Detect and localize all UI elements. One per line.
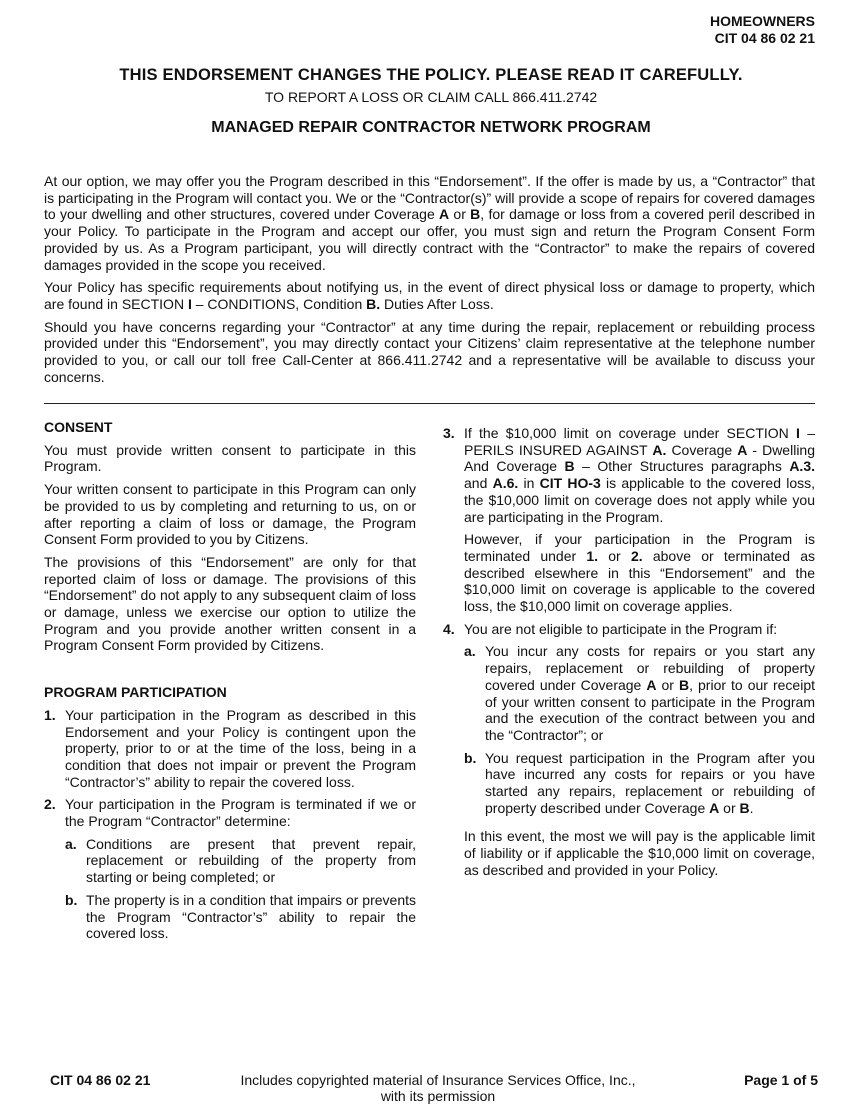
intro-paragraph xyxy=(44,173,815,273)
item-row xyxy=(44,707,416,791)
bold-term: CIT HO-3 xyxy=(539,475,601,492)
document-title: MANAGED REPAIR CONTRACTOR NETWORK PROGRAM xyxy=(211,119,651,136)
intro-paragraph xyxy=(44,279,815,312)
text-run: , for damage or loss from a covered peril described in your Policy. To participate in the Program and accept our offer, you must sign and return the Program Consent Form provided by us. As a Program participant, you will directly contract with the “Contractor” to make the repairs of covered damages provided in the scope you received. xyxy=(44,206,815,273)
bold-term: A xyxy=(439,206,450,223)
item-row xyxy=(443,621,815,823)
text-run: – CONDITIONS, Condition xyxy=(191,295,367,312)
item-body xyxy=(464,621,815,823)
text-run: is applicable to the covered loss, the $10,000 limit on coverage does not apply while you are participating in the Program. xyxy=(464,475,815,525)
text-run: Duties After Loss. xyxy=(380,295,494,312)
sub-item-letter: a. xyxy=(65,835,77,852)
form-number: CIT 04 86 02 21 xyxy=(714,30,815,46)
text-run: or xyxy=(719,799,740,816)
text-run: – PERILS INSURED AGAINST xyxy=(464,425,815,458)
bold-term: B xyxy=(678,676,690,693)
text-run: Should you have concerns regarding your “Contractor” at any time during the repair, replacement or rebuilding process provided under this “Endorsement”, you may directly contact your Citizens’ claim representative at the telephone number provided to you, or call our toll free Call-Center at 866.411.2742 and a representative will be available to discuss your concerns. xyxy=(44,318,815,385)
sub-item-letter: a. xyxy=(464,643,476,660)
section-divider xyxy=(44,403,815,404)
bold-term: A.6. xyxy=(492,475,519,492)
endorsement-notice: THIS ENDORSEMENT CHANGES THE POLICY. PLEASE READ IT CAREFULLY. xyxy=(119,66,743,84)
sub-item-body xyxy=(86,892,416,942)
bold-term: A xyxy=(709,799,720,816)
item-continuation xyxy=(464,828,815,878)
text-run: You incur any costs for repairs or you start any repairs, replacement or rebuilding of property covered under Coverage xyxy=(485,643,815,693)
text-run: – Other Structures paragraphs xyxy=(574,458,790,475)
item-row xyxy=(44,796,416,948)
sub-item xyxy=(65,836,416,886)
text-run: Your participation in the Program as described in this Endorsement and your Policy is contingent upon the property, prior to or at the time of the loss, being in a condition that does not impair or prevent the Program “Contractor’s” ability to repair the covered loss. xyxy=(65,706,416,790)
right-column xyxy=(443,425,815,885)
text-run: . xyxy=(749,799,754,816)
sub-item-letter: b. xyxy=(65,891,78,908)
text-run: and xyxy=(464,475,493,492)
text-run: You request participation in the Program after you have incurred any costs for repairs or you have started any repairs, replacement or rebuilding of property described under Coverage xyxy=(485,749,815,816)
item-body xyxy=(464,425,815,525)
consent-paragraph xyxy=(44,554,416,654)
item-continuation xyxy=(464,531,815,615)
participation-item xyxy=(44,796,416,948)
text-run: Your participation in the Program is terminated if we or the Program “Contractor” determine: xyxy=(65,796,416,830)
text-run: At our option, we may offer you the Program described in this “Endorsement”. If the offer is made by us, a “Contractor” that is participating in the Program will contact you. We or the “Contractor(s)” will provide a scope of repairs for covered damages to your dwelling and other structures, covered under Coverage xyxy=(44,173,815,223)
form-header xyxy=(710,13,815,47)
item-number: 4. xyxy=(443,620,455,637)
item-body xyxy=(65,796,416,948)
item-number: 1. xyxy=(44,706,56,723)
text-run: You are not eligible to participate in the Program if: xyxy=(464,620,778,637)
consent-heading: CONSENT xyxy=(44,419,113,435)
sub-item xyxy=(464,750,815,817)
bold-term: B. xyxy=(366,295,381,312)
text-run: in xyxy=(518,475,540,492)
consent-paragraph xyxy=(44,481,416,548)
text-run: Coverage xyxy=(666,441,738,458)
text-run: or xyxy=(598,547,631,564)
text-run: above or terminated as described elsewhere in this “Endorsement” and the $10,000 limit on coverage is applicable to the covered loss, the $10,000 limit on coverage applies. xyxy=(464,547,815,615)
text-run: , prior to our receipt of your written consent to participate in the Program and the execution of the contract between you and the “Contractor”; or xyxy=(485,676,815,743)
text-run: The property is in a condition that impairs or prevents the Program “Contractor’s” ability to repair the covered loss. xyxy=(86,891,416,942)
text-run: If the $10,000 limit on coverage under SECTION xyxy=(464,425,797,441)
bold-term: A.3. xyxy=(789,458,815,475)
copyright-line-2: with its permission xyxy=(380,1088,496,1104)
item-number: 2. xyxy=(44,796,56,813)
form-type: HOMEOWNERS xyxy=(710,13,815,29)
consent-paragraph xyxy=(44,442,416,475)
sub-item-body xyxy=(485,643,815,743)
intro-paragraph xyxy=(44,319,815,386)
bold-term: A xyxy=(737,441,748,458)
text-run: Your Policy has specific requirements about notifying us, in the event of direct physical loss or damage to property, which are found in SECTION xyxy=(44,279,815,312)
copyright-line-1: Includes copyrighted material of Insurance Services Office, Inc., xyxy=(240,1072,636,1088)
page-number: Page 1 of 5 xyxy=(744,1072,818,1088)
participation-item xyxy=(443,621,815,879)
text-run: - Dwelling And Coverage xyxy=(464,441,816,475)
text-run: In this event, the most we will pay is the applicable limit of liability or if applicable the $10,000 limit on coverage, as described and provided in your Policy. xyxy=(464,828,815,878)
text-run: Conditions are present that prevent repair, replacement or rebuilding of the property from starting or being completed; or xyxy=(86,835,416,886)
participation-heading: PROGRAM PARTICIPATION xyxy=(44,684,227,701)
text-run: However, if your participation in the Program is terminated under xyxy=(464,531,815,564)
bold-term: 2. xyxy=(630,547,643,564)
text-run: You must provide written consent to participate in this Program. xyxy=(44,441,416,475)
text-run: Your written consent to participate in this Program can only be provided to us by completing and returning to us, on or after reporting a claim of loss or damage, the Program Consent Form provided to you by Citizens. xyxy=(44,481,416,548)
sub-item-letter: b. xyxy=(464,749,477,766)
bold-term: I xyxy=(796,425,800,441)
bold-term: B xyxy=(470,206,481,223)
bold-term: I xyxy=(187,295,192,312)
bold-term: A xyxy=(646,676,657,693)
sub-item xyxy=(65,892,416,942)
sub-item-body xyxy=(86,836,416,886)
sub-item xyxy=(464,643,815,743)
bold-term: B xyxy=(739,799,750,816)
participation-item xyxy=(443,425,815,615)
text-run: or xyxy=(656,676,679,693)
bold-term: B xyxy=(564,458,575,475)
bold-term: 1. xyxy=(586,547,599,564)
bold-term: A. xyxy=(652,441,667,458)
claim-phone-notice: TO REPORT A LOSS OR CLAIM CALL 866.411.2742 xyxy=(264,89,598,105)
left-column xyxy=(44,419,416,954)
text-run: The provisions of this “Endorsement” are only for that reported claim of loss or damage. The provisions of this “Endorsement” do not apply to any subsequent claim of loss or damage, unless we exercise our option to utilize the Program and you provide another written consent in a Program Consent Form provided by Citizens. xyxy=(44,553,416,654)
copyright-notice xyxy=(200,1072,676,1104)
intro-section xyxy=(44,173,815,391)
item-row xyxy=(443,425,815,525)
participation-item xyxy=(44,707,416,791)
item-body xyxy=(65,707,416,791)
text-run: or xyxy=(449,206,471,223)
item-number: 3. xyxy=(443,425,455,441)
sub-item-body xyxy=(485,750,815,817)
footer-form-number: CIT 04 86 02 21 xyxy=(50,1072,151,1088)
